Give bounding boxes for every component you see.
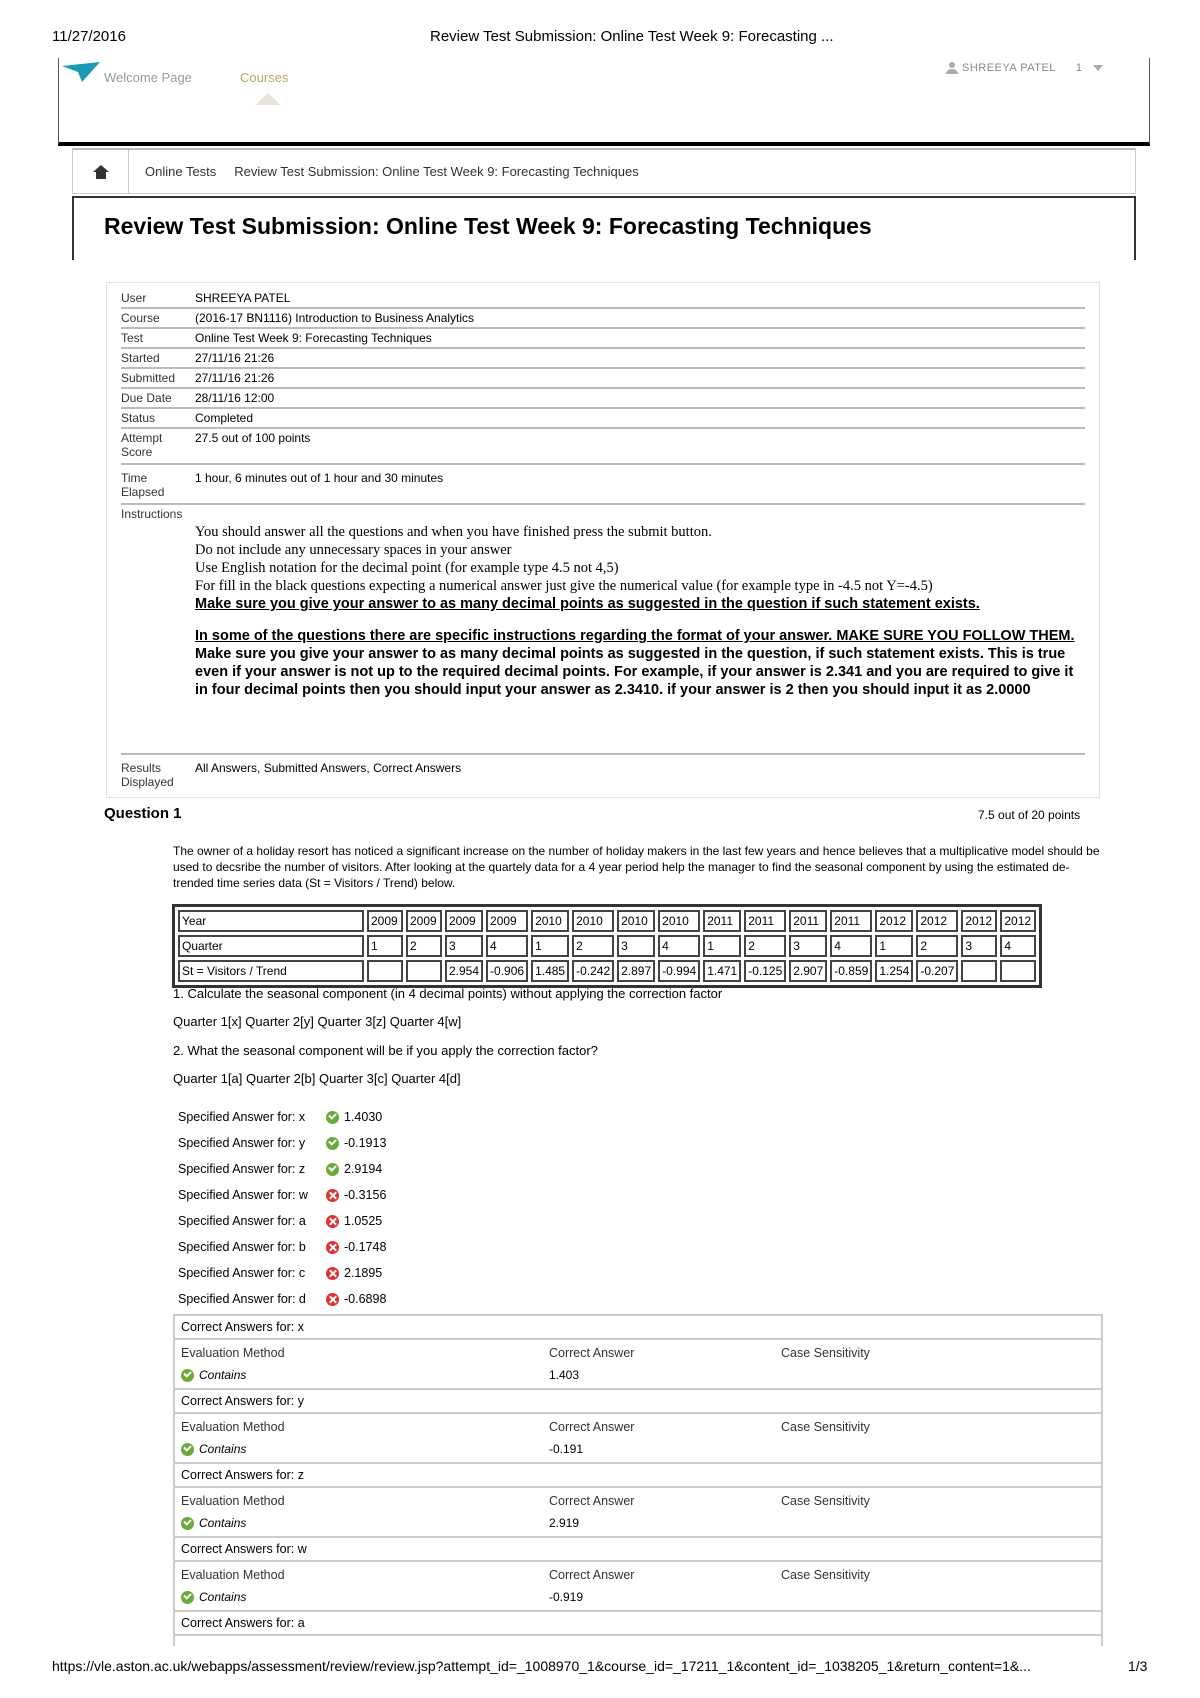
detail-label: Status	[121, 411, 156, 425]
correct-check-icon	[181, 1591, 194, 1604]
table-cell: -0.242	[572, 960, 614, 982]
table-row-quarter	[178, 935, 1036, 957]
correct-answers-header-z: Correct Answers for: z	[181, 1468, 304, 1482]
table-cell: 1.254	[875, 960, 913, 982]
table-cell: 1	[703, 935, 741, 957]
correct-answers-header-a: Correct Answers for: a	[175, 1612, 1101, 1636]
specified-answer-label: Specified Answer for: w	[178, 1188, 308, 1202]
instruction-line: Make sure you give your answer to as many decimal points as suggested in the question if such statement exists.	[195, 596, 980, 612]
table-cell: 2009	[486, 910, 528, 932]
incorrect-x-icon	[326, 1189, 339, 1202]
table-cell: 2012	[916, 910, 958, 932]
table-header-cell: Quarter	[178, 935, 364, 957]
col-case-sensitivity: Case Sensitivity	[781, 1494, 870, 1508]
courses-active-caret-icon	[255, 93, 281, 105]
specified-answer-label: Specified Answer for: a	[178, 1214, 306, 1228]
instructions-text	[195, 523, 1085, 699]
correct-answer-value: -0.191	[549, 1442, 584, 1456]
table-row-st	[178, 960, 1036, 982]
user-icon	[946, 62, 958, 74]
user-name: SHREEYA PATEL	[962, 62, 1056, 74]
detail-value: 1 hour, 6 minutes out of 1 hour and 30 minutes	[195, 471, 444, 485]
col-correct-answer: Correct Answer	[549, 1346, 635, 1360]
home-button[interactable]	[73, 150, 129, 193]
correct-answers-header-x: Correct Answers for: x	[175, 1316, 1101, 1340]
table-cell: -0.207	[916, 960, 958, 982]
table-cell: 2	[572, 935, 614, 957]
evaluation-method-value: Contains	[199, 1368, 247, 1382]
col-case-sensitivity: Case Sensitivity	[781, 1420, 870, 1434]
evaluation-method-value: Contains	[199, 1516, 247, 1530]
incorrect-x-icon	[326, 1293, 339, 1306]
table-cell: 2.897	[617, 960, 655, 982]
data-table	[172, 904, 1042, 988]
table-cell	[406, 960, 442, 982]
evaluation-method	[181, 1516, 246, 1530]
specified-answer-value: 2.1895	[344, 1266, 383, 1280]
question-title: Question 1	[104, 805, 182, 822]
specified-answer-value: -0.3156	[344, 1188, 387, 1202]
page-title: Review Test Submission: Online Test Week 9: Forecasting Techniques	[104, 213, 872, 239]
evaluation-method-value: Contains	[199, 1442, 247, 1456]
question-part-1-blanks: Quarter 1[x] Quarter 2[y] Quarter 3[z] Quarter 4[w]	[173, 1014, 462, 1029]
table-cell: 2010	[658, 910, 700, 932]
instruction-line: Make sure you give your answer to as many decimal points as suggested in the question, if such statement exists. This is true even if your answer is not up to the required decimal points. For example, if your answer is 2.341 and you are required to give it in four decimal points then you should input your answer as 2.3410. if your answer is 2 then you should input it as 2.0000	[195, 646, 1074, 698]
evaluation-method	[181, 1368, 246, 1382]
nav-courses[interactable]: Courses	[240, 70, 289, 85]
table-cell: 2009	[445, 910, 483, 932]
detail-row-submitted	[121, 371, 1085, 389]
detail-row-due-date	[121, 391, 1085, 409]
detail-row-time-elapsed	[121, 471, 1085, 505]
correct-answers-header-y: Correct Answers for: y	[181, 1394, 304, 1408]
specified-answer-label: Specified Answer for: y	[178, 1136, 306, 1150]
specified-answer-w	[178, 1188, 386, 1202]
detail-row-attempt-score	[121, 431, 1085, 465]
table-cell: 2	[406, 935, 442, 957]
print-date: 11/27/2016	[52, 28, 126, 45]
detail-row-user	[121, 291, 1085, 309]
detail-row-results-displayed	[121, 761, 1085, 795]
table-cell	[1000, 960, 1036, 982]
specified-answer-b	[178, 1240, 386, 1254]
specified-answer-z	[178, 1162, 382, 1176]
specified-answer-label: Specified Answer for: z	[178, 1162, 306, 1176]
incorrect-x-icon	[326, 1267, 339, 1280]
specified-answer-label: Specified Answer for: c	[178, 1266, 306, 1280]
table-cell: 3	[961, 935, 997, 957]
specified-answer-a	[178, 1214, 382, 1228]
instruction-line: In some of the questions there are specific instructions regarding the format of your answer. MAKE SURE YOU FOLLOW THEM.	[195, 628, 1075, 644]
specified-answer-label: Specified Answer for: d	[178, 1292, 306, 1306]
specified-answer-y	[178, 1136, 386, 1150]
specified-answer-label: Specified Answer for: x	[178, 1110, 306, 1124]
detail-label	[121, 471, 191, 499]
detail-value: Online Test Week 9: Forecasting Techniques	[195, 331, 432, 345]
col-evaluation-method: Evaluation Method	[181, 1494, 285, 1508]
print-title: Review Test Submission: Online Test Week 9: Forecasting ...	[430, 28, 834, 45]
question-part-2-blanks: Quarter 1[a] Quarter 2[b] Quarter 3[c] Quarter 4[d]	[173, 1071, 461, 1086]
divider	[175, 1486, 1101, 1488]
correct-check-icon	[181, 1443, 194, 1456]
divider	[175, 1560, 1101, 1562]
detail-row-started	[121, 351, 1085, 369]
correct-answer-value: 2.919	[549, 1516, 580, 1530]
user-menu[interactable]	[946, 62, 1103, 74]
specified-answer-value: -0.6898	[344, 1292, 387, 1306]
detail-value: 28/11/16 12:00	[195, 391, 275, 405]
table-cell: 2011	[744, 910, 786, 932]
table-cell: 2012	[875, 910, 913, 932]
table-cell: 1.485	[531, 960, 569, 982]
table-cell: 2011	[703, 910, 741, 932]
table-cell: 1.471	[703, 960, 741, 982]
detail-label-line2: Elapsed	[121, 485, 165, 499]
detail-value: SHREEYA PATEL	[195, 291, 291, 305]
detail-value: Completed	[195, 411, 254, 425]
col-correct-answer: Correct Answer	[549, 1494, 635, 1508]
col-evaluation-method: Evaluation Method	[181, 1420, 285, 1434]
table-header-cell: Year	[178, 910, 364, 932]
print-url: https://vle.aston.ac.uk/webapps/assessment/review/review.jsp?attempt_id=_1008970_1&course_id=_17211_1&content_id=_1038205_1&return_content=1&...	[52, 1658, 1031, 1674]
detail-row-test	[121, 331, 1085, 349]
logo-icon[interactable]	[62, 62, 102, 84]
home-icon	[93, 165, 109, 179]
detail-value: 27/11/16 21:26	[195, 371, 275, 385]
table-cell: 1	[367, 935, 403, 957]
table-header-cell: St = Visitors / Trend	[178, 960, 364, 982]
col-correct-answer: Correct Answer	[549, 1420, 635, 1434]
table-cell: 4	[1000, 935, 1036, 957]
table-cell: 2.954	[445, 960, 483, 982]
divider	[175, 1412, 1101, 1414]
correct-answers-header-w: Correct Answers for: w	[181, 1542, 307, 1556]
col-case-sensitivity: Case Sensitivity	[781, 1346, 870, 1360]
breadcrumb	[72, 148, 1136, 194]
detail-label	[121, 761, 191, 789]
table-cell: -0.859	[830, 960, 872, 982]
detail-label-line2: Score	[121, 445, 153, 459]
table-cell: -0.906	[486, 960, 528, 982]
correct-check-icon	[326, 1163, 339, 1176]
table-cell: 3	[445, 935, 483, 957]
specified-answer-value: 1.0525	[344, 1214, 383, 1228]
notification-count: 1	[1075, 62, 1083, 74]
table-cell	[961, 960, 997, 982]
breadcrumb-current: Review Test Submission: Online Test Week 9: Forecasting Techniques	[234, 164, 639, 179]
evaluation-method-value: Contains	[199, 1590, 247, 1604]
table-cell: -0.994	[658, 960, 700, 982]
incorrect-x-icon	[326, 1215, 339, 1228]
specified-answer-label: Specified Answer for: b	[178, 1240, 306, 1254]
correct-check-icon	[181, 1369, 194, 1382]
question-part-1: 1. Calculate the seasonal component (in 4 decimal points) without applying the correction factor	[173, 986, 723, 1001]
incorrect-x-icon	[326, 1241, 339, 1254]
table-cell: 4	[830, 935, 872, 957]
detail-label	[121, 431, 191, 459]
breadcrumb-online-tests[interactable]: Online Tests	[145, 164, 217, 179]
question-points: 7.5 out of 20 points	[978, 808, 1081, 822]
detail-label: User	[121, 291, 147, 305]
table-cell: 1	[875, 935, 913, 957]
correct-answer-value: 1.403	[549, 1368, 580, 1382]
specified-answer-c	[178, 1266, 382, 1280]
detail-label: Submitted	[121, 371, 176, 385]
specified-answer-value: 1.4030	[344, 1110, 383, 1124]
col-case-sensitivity: Case Sensitivity	[781, 1568, 870, 1582]
table-cell: 2010	[531, 910, 569, 932]
correct-check-icon	[326, 1137, 339, 1150]
detail-label: Instructions	[121, 507, 183, 521]
correct-answers-panel	[173, 1314, 1103, 1646]
table-cell: 2012	[961, 910, 997, 932]
table-cell: 2009	[406, 910, 442, 932]
table-cell: 1	[531, 935, 569, 957]
table-cell: 2	[916, 935, 958, 957]
col-evaluation-method: Evaluation Method	[181, 1568, 285, 1582]
evaluation-method	[181, 1590, 246, 1604]
detail-label-line2: Displayed	[121, 775, 174, 789]
detail-label: Course	[121, 311, 160, 325]
submission-details	[106, 282, 1100, 798]
col-correct-answer: Correct Answer	[549, 1568, 635, 1582]
detail-row-status	[121, 411, 1085, 429]
detail-row-course	[121, 311, 1085, 329]
col-evaluation-method: Evaluation Method	[181, 1346, 285, 1360]
table-cell: 2.907	[789, 960, 827, 982]
specified-answer-value: -0.1748	[344, 1240, 387, 1254]
detail-label-line1: Time	[121, 471, 148, 485]
correct-check-icon	[181, 1517, 194, 1530]
specified-answer-d	[178, 1292, 386, 1306]
table-cell: 4	[658, 935, 700, 957]
question-part-2: 2. What the seasonal component will be if you apply the correction factor?	[173, 1043, 598, 1058]
detail-value: 27/11/16 21:26	[195, 351, 275, 365]
detail-label: Due Date	[121, 391, 172, 405]
detail-value: (2016-17 BN1116) Introduction to Business Analytics	[195, 311, 475, 325]
table-cell: -0.125	[744, 960, 786, 982]
table-cell: 2010	[572, 910, 614, 932]
table-cell: 3	[617, 935, 655, 957]
correct-answer-value: -0.919	[549, 1590, 584, 1604]
detail-label-line1: Attempt	[121, 431, 163, 445]
instruction-line: Do not include any unnecessary spaces in your answer	[195, 542, 512, 558]
specified-answer-x	[178, 1110, 382, 1124]
table-cell: 2011	[830, 910, 872, 932]
detail-value: 27.5 out of 100 points	[195, 431, 311, 445]
detail-value: All Answers, Submitted Answers, Correct Answers	[195, 761, 462, 775]
nav-welcome-page[interactable]: Welcome Page	[104, 70, 192, 85]
table-cell: 2011	[789, 910, 827, 932]
table-cell: 2012	[1000, 910, 1036, 932]
table-cell: 3	[789, 935, 827, 957]
detail-label-line1: Results	[121, 761, 162, 775]
table-cell	[367, 960, 403, 982]
print-page-number: 1/3	[1128, 1658, 1148, 1674]
table-cell: 4	[486, 935, 528, 957]
instruction-line: You should answer all the questions and when you have finished press the submit button.	[195, 524, 712, 540]
specified-answer-value: 2.9194	[344, 1162, 383, 1176]
detail-label: Started	[121, 351, 160, 365]
correct-check-icon	[326, 1111, 339, 1124]
table-cell: 2009	[367, 910, 403, 932]
detail-label: Test	[121, 331, 144, 345]
table-row-year	[178, 910, 1036, 932]
question-text: The owner of a holiday resort has noticed a significant increase on the number of holiday makers in the last few years and hence believes that a multiplicative model should be used to decsribe the number of visitors. After looking at the quartely data for a 4 year period help the manager to find the seasonal component by using the estimated de-trended time series data (St = Visitors / Trend) below.	[173, 844, 1100, 890]
instruction-line: Use English notation for the decimal point (for example type 4.5 not 4,5)	[195, 560, 619, 576]
table-cell: 2010	[617, 910, 655, 932]
instruction-line: For fill in the black questions expecting a numerical answer just give the numerical value (for example type in -4.5 not Y=-4.5)	[195, 578, 933, 594]
evaluation-method	[181, 1442, 246, 1456]
chevron-down-icon	[1093, 65, 1103, 71]
specified-answer-value: -0.1913	[344, 1136, 387, 1150]
table-cell: 2	[744, 935, 786, 957]
